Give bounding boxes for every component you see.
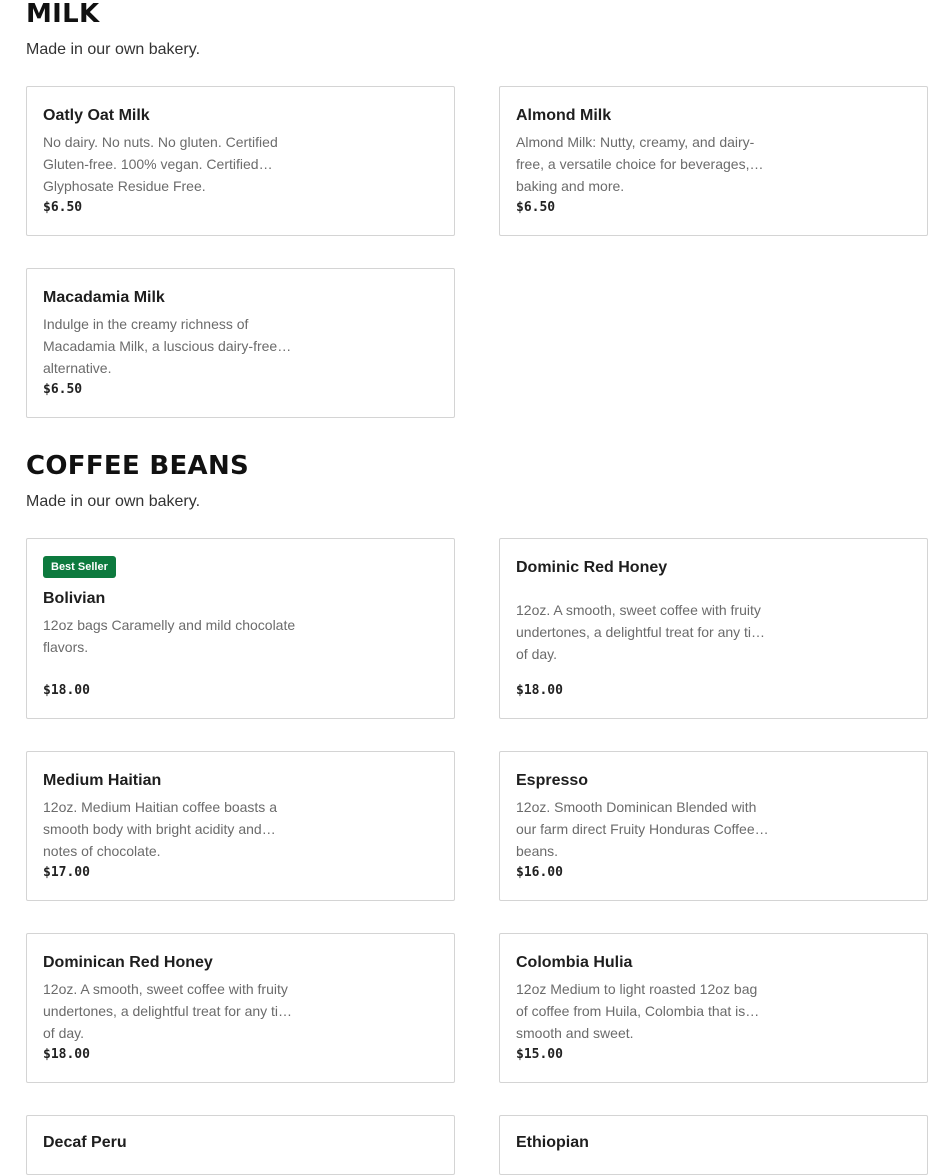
item-name: Bolivian xyxy=(43,590,106,607)
item-name: Dominic Red Honey xyxy=(516,559,668,576)
item-price: $17.00 xyxy=(43,865,90,880)
menu-item-card[interactable] xyxy=(26,1115,455,1175)
item-price: $6.50 xyxy=(516,200,556,215)
item-name: Ethiopian xyxy=(516,1134,589,1151)
item-name: Dominican Red Honey xyxy=(43,954,213,971)
item-description: Indulge in the creamy richness of Macadamia Milk, a luscious dairy-free alternative. xyxy=(43,316,278,376)
item-name: Decaf Peru xyxy=(43,1134,127,1151)
item-description: 12oz. A smooth, sweet coffee with fruity undertones, a delightful treat for any time of day. xyxy=(516,602,771,662)
item-description: 12oz Medium to light roasted 12oz bag of coffee from Huila, Colombia that is smooth and sweet. xyxy=(516,981,758,1041)
milk-section-title: MILK xyxy=(26,0,100,29)
menu-item-card[interactable] xyxy=(26,751,455,901)
item-description: 12oz. Smooth Dominican Blended with our farm direct Fruity Honduras Coffee beans. xyxy=(516,799,757,859)
menu-item-card[interactable] xyxy=(499,86,928,236)
item-name: Colombia Hulia xyxy=(516,954,633,971)
menu-item-card[interactable] xyxy=(499,933,928,1083)
item-description: 12oz. A smooth, sweet coffee with fruity undertones, a delightful treat for any time of day. xyxy=(43,981,298,1041)
item-price: $18.00 xyxy=(516,683,563,698)
best-seller-badge: Best Seller xyxy=(43,556,116,578)
item-name: Medium Haitian xyxy=(43,772,162,789)
item-description: Almond Milk: Nutty, creamy, and dairy-free, a versatile choice for beverages, baking and more. xyxy=(516,134,755,194)
item-description: 12oz bags Caramelly and mild chocolate flavors. xyxy=(43,617,296,655)
coffee-beans-section-subtitle: Made in our own bakery. xyxy=(26,493,201,510)
menu-item-card[interactable] xyxy=(26,86,455,236)
menu-item-card[interactable] xyxy=(499,1115,928,1175)
item-name: Almond Milk xyxy=(516,107,612,124)
coffee-beans-section-header xyxy=(26,451,928,510)
menu-item-card[interactable] xyxy=(499,538,928,719)
item-price: $6.50 xyxy=(43,200,83,215)
item-price: $18.00 xyxy=(43,683,90,698)
coffee-beans-section-title: COFFEE BEANS xyxy=(26,451,250,481)
item-price: $16.00 xyxy=(516,865,563,880)
item-description: 12oz. Medium Haitian coffee boasts a smooth body with bright acidity and notes of chocolate. xyxy=(43,799,277,859)
item-price: $6.50 xyxy=(43,382,83,397)
milk-section-header xyxy=(26,0,928,58)
item-name: Macadamia Milk xyxy=(43,289,165,306)
milk-section-subtitle: Made in our own bakery. xyxy=(26,41,201,58)
item-name: Oatly Oat Milk xyxy=(43,107,150,124)
item-price: $18.00 xyxy=(43,1047,90,1062)
item-description: No dairy. No nuts. No gluten. Certified Gluten-free. 100% vegan. Certified Glyphosate Residue Free. xyxy=(43,134,278,194)
item-name: Espresso xyxy=(516,772,589,789)
menu-item-card[interactable] xyxy=(499,751,928,901)
menu-item-card[interactable] xyxy=(26,538,455,719)
item-price: $15.00 xyxy=(516,1047,563,1062)
menu-item-card[interactable] xyxy=(26,268,455,418)
menu-item-card[interactable] xyxy=(26,933,455,1083)
